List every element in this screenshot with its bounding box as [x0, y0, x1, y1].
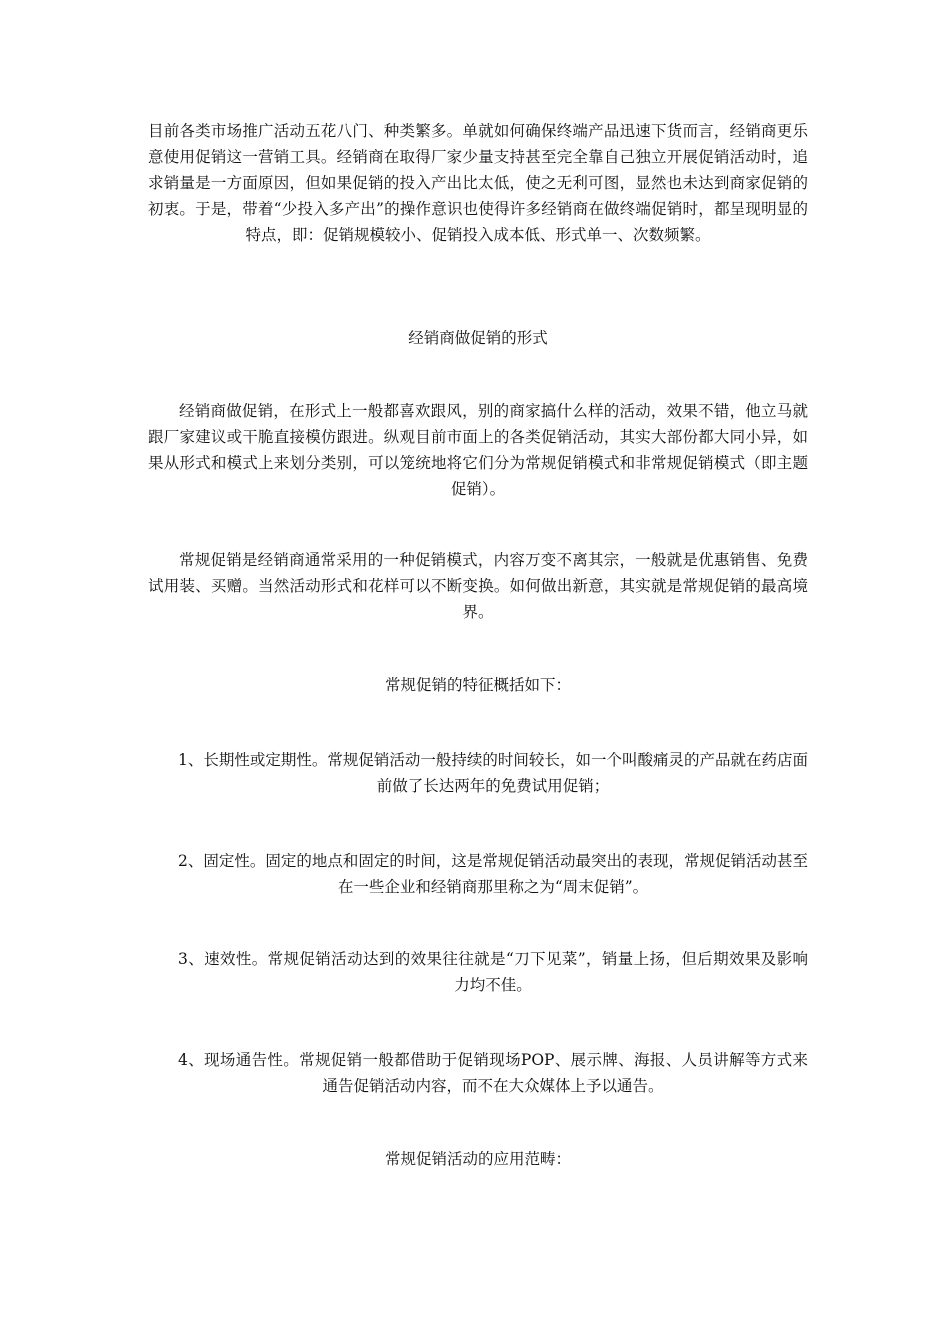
- feature-item-4: 4、现场通告性。常规促销一般都借助于促销现场POP、展示牌、海报、人员讲解等方式来通告促销活动内容，而不在大众媒体上予以通告。: [178, 1051, 808, 1095]
- feature-item-2: 2、固定性。固定的地点和固定的时间，这是常规促销活动最突出的表现，常规促销活动甚至在一些企业和经销商那里称之为“周末促销”。: [178, 852, 808, 896]
- heading-application-scope: 常规促销活动的应用范畴：: [384, 1150, 571, 1168]
- forms-paragraph: 经销商做促销，在形式上一般都喜欢跟风，别的商家搞什么样的活动，效果不错，他立马就跟厂家建议或干脆直接模仿跟进。纵观目前市面上的各类促销活动，其实大部份都大同小异，如果从形式和模式上来划分类别，可以笼统地将它们分为常规促销模式和非常规促销模式（即主题促销）。: [148, 402, 808, 498]
- intro-paragraph: 目前各类市场推广活动五花八门、种类繁多。单就如何确保终端产品迅速下货而言，经销商更乐意使用促销这一营销工具。经销商在取得厂家少量支持甚至完全靠自己独立开展促销活动时，追求销量是一方面原因，但如果促销的投入产出比太低，使之无利可图，显然也未达到商家促销的初衷。于是，带着“少投入多产出”的操作意识也使得许多经销商在做终端促销时，都呈现明显的特点，即：促销规模较小、促销投入成本低、形式单一、次数频繁。: [148, 122, 808, 244]
- heading-promotion-forms: 经销商做促销的形式: [408, 329, 548, 347]
- heading-features: 常规促销的特征概括如下：: [384, 676, 571, 694]
- regular-promotion-paragraph: 常规促销是经销商通常采用的一种促销模式，内容万变不离其宗，一般就是优惠销售、免费试用装、买赠。当然活动形式和花样可以不断变换。如何做出新意，其实就是常规促销的最高境界。: [148, 551, 808, 621]
- feature-item-3: 3、速效性。常规促销活动达到的效果往往就是“刀下见菜”，销量上扬，但后期效果及影响力均不佳。: [178, 950, 808, 994]
- feature-item-1: 1、长期性或定期性。常规促销活动一般持续的时间较长，如一个叫酸痛灵的产品就在药店面前做了长达两年的免费试用促销；: [178, 751, 808, 795]
